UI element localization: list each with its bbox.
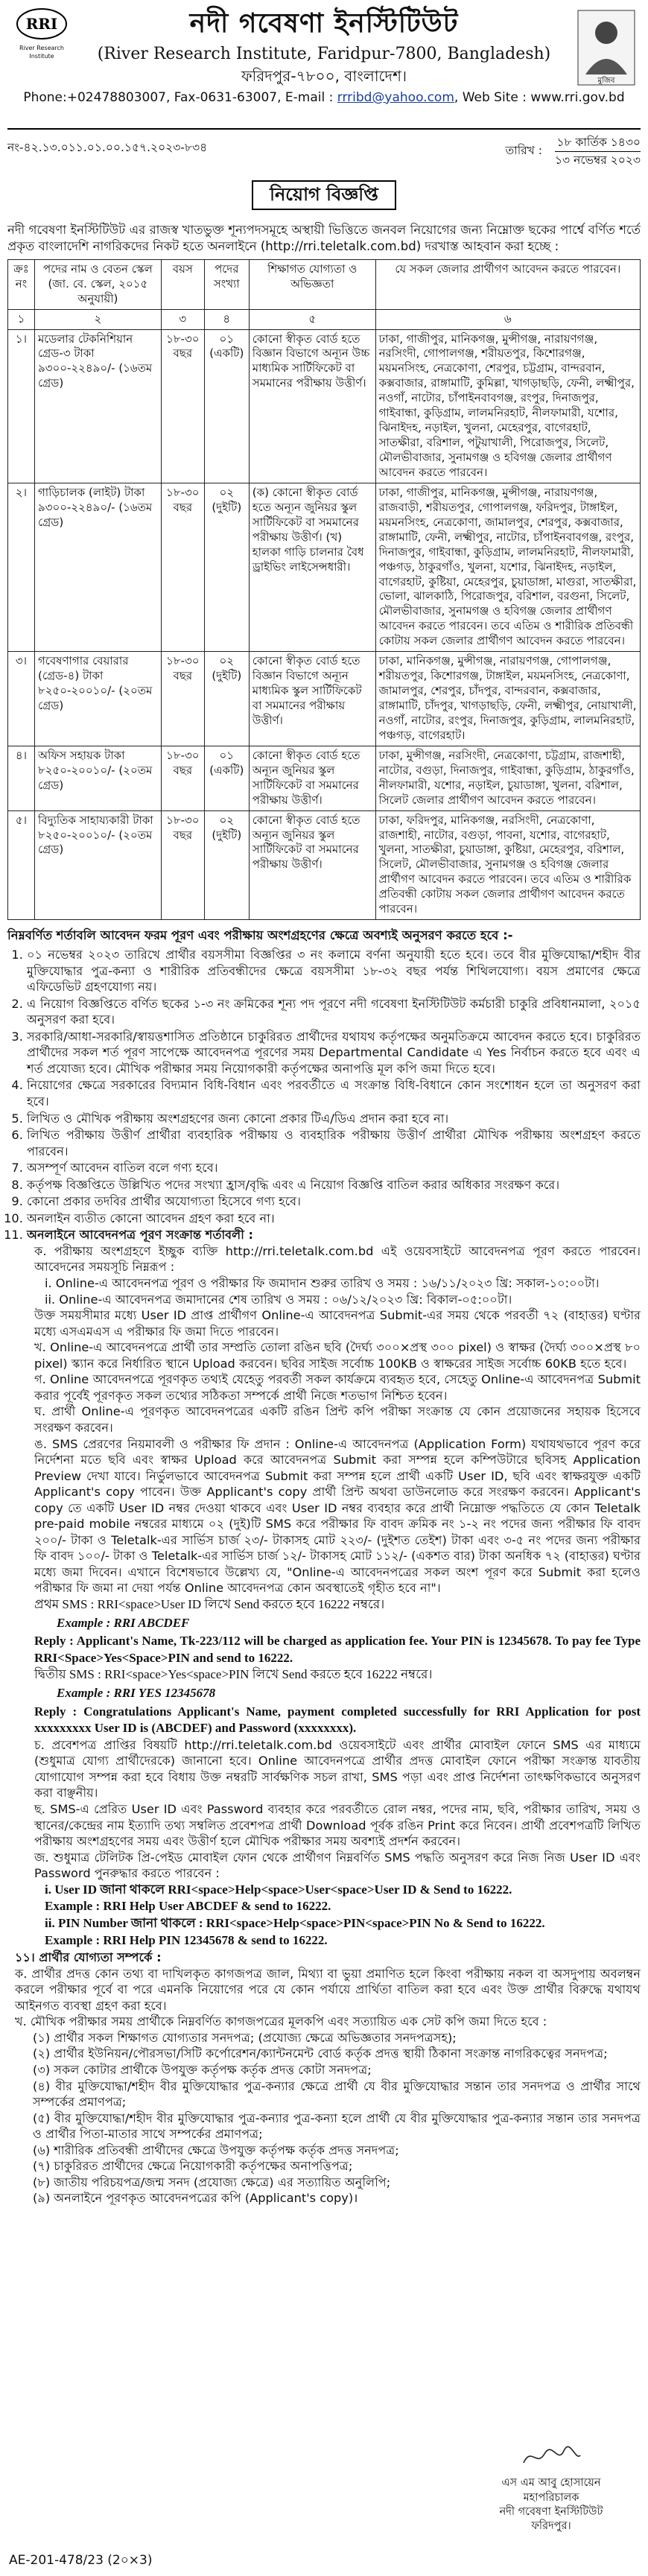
svg-text:মুজিব: মুজিব [597, 77, 615, 85]
online-heading: 11. অনলাইনে আবেদনপত্র পূরণ সংক্রান্ত শর্তাবলী : [27, 1228, 253, 1243]
table-number-row: ১ ২ ৩ ৪ ৫ ৬ [8, 309, 641, 329]
email-link[interactable]: rrribd@yahoo.com [337, 89, 454, 105]
table-row: ২। গাড়িচালক (লাইট) টাকা ৯৩০০-২২৪৯০/- (১৬তম গ্রেড) ১৮-৩০ বছর ০২ (দুইটি) (ক) কোনো স্বীকৃত বোর্ড হতে অন্যূন জুনিয়র স্কুল সার্টিফিকেট বা সমমানের পরীক্ষায় উত্তীর্ণ। (খ) হালকা গাড়ি চালনার বৈধ ড্রাইভিং লাইসেন্সধারী। ঢাকা, গাজীপুর, মানিকগঞ্জ, মুন্সীগঞ্জ, নারায়ণগঞ্জ, রাজবাড়ী, শরীয়তপুর, গোপালগঞ্জ, ফরিদপুর, টাঙ্গাইল, ময়মনসিংহ, নেত্রকোণা, জামালপুর, শেরপুর, কক্সবাজার, রাঙ্গামাটি, ফেনী, লক্ষ্মীপুর, নাটোর, চাঁপাইনবাবগঞ্জ, রংপুর, দিনাজপুর, গাইবান্ধা, কুড়িগ্রাম, লালমনিরহাট, নীলফামারী, পঞ্চগড়, ঠাকুরগাঁও, খুলনা, যশোর, ঝিনাইদহ, নড়াইল, বাগেরহাট, কুষ্টিয়া, মেহেরপুর, চুয়াডাঙ্গা, মাগুরা, সাতক্ষীরা, ভোলা, ঝালকাঠি, পিরোজপুর, বরিশাল, বরগুনা, সিলেট, মৌলভীবাজার, সুনামগঞ্জ ও হবিগঞ্জ জেলার প্রার্থীগণ আবেদন করতে পারবেন। তবে এতিম ও শারীরিক প্রতিবন্ধী কোটায় সকল জেলার প্রার্থীগণ আবেদন করতে পারবেন। [8, 483, 641, 651]
col-header-districts: যে সকল জেলার প্রার্থীগণ আবেদন করতে পারবেন। [375, 259, 640, 309]
condition-item: 5. লিখিত ও মৌখিক পরীক্ষায় অংশগ্রহণের জন্য কোনো প্রকার টিএ/ডিএ প্রদান করা হবে না। [27, 1111, 641, 1127]
recover-example: Example : RRI Help PIN 12345678 & send to 16222. [45, 1932, 328, 1947]
website[interactable]: www.rri.gov.bd [530, 89, 625, 105]
document-item: (৪) বীর মুক্তিযোদ্ধা/শহীদ বীর মুক্তিযোদ্ধার পুত্র-কন্যার ক্ষেত্রে প্রার্থী যে বীর মুক্তিযোদ্ধার সন্তান তার সনদপত্র ও প্রার্থীর সাথে সম্পর্কের প্রমাণপত্র; [33, 2078, 641, 2110]
col-header-post: পদের নাম ও বেতন স্কেল (জা. বে. স্কেল, ২০১৫ অনুযায়ী) [34, 259, 161, 309]
ad-code: AE-201-478/23 (2০×3) [9, 2553, 153, 2568]
date-label: তারিখ : [505, 144, 542, 157]
org-name-bn: নদী গবেষণা ইনস্টিটিউট [189, 7, 459, 39]
document-item: (৮) জাতীয় পরিচয়পত্র/জন্ম সনদ (প্রযোজ্য ক্ষেত্রে) এর সত্যায়িত অনুলিপি; [33, 2174, 391, 2189]
condition-item: 9. কোনো প্রকার তদবির প্রার্থীর অযোগ্যতা হিসেবে গণ্য হবে। [27, 1193, 641, 1210]
document-item: (৩) সকল কোটার প্রার্থীকে উপযুক্ত কর্তৃপক্ষ কর্তৃক প্রদত্ত কোটা সনদপত্র; [33, 2063, 372, 2078]
online-g: গ. Online আবেদনপত্রে পূরণকৃত তথ্যই যেহেতু পরবর্তী সকল কার্যক্রমে ব্যবহৃত হবে, সেহেতু Online-এ আবেদনপত্র Submit করার পূর্বেই পূরণকৃত সকল তথ্যের সঠিকতা সম্পর্কে প্রার্থী নিজে শতভাগ নিশ্চিত হবেন। [34, 1372, 641, 1403]
reference-line [7, 130, 641, 182]
sms-example-2: Example : RRI YES 12345678 [57, 1686, 216, 1701]
sms-reply-1: Reply : Applicant's Name, Tk-223/112 will be charged as application fee. Your PIN is 12345678. To pay fee Type RRI<Space>Yes<Space>PIN and send to 16222. [34, 1634, 641, 1665]
col-header-edu: শিক্ষাগত যোগ্যতা ও অভিজ্ঞতা [249, 259, 375, 309]
sms-second: দ্বিতীয় SMS : RRI<space>Yes<space>PIN লিখে Send করতে হবে 16222 নম্বরে। [34, 1667, 433, 1682]
recover-user-id: i. User ID জানা থাকলে RRI<space>Help<space>User<space>User ID & Send to 16222. Example : RRI Help User ABCDEF & send to 16222. [45, 1882, 512, 1914]
table-header-row [8, 259, 641, 309]
signatory-org: নদী গবেষণা ইনস্টিটিউট [499, 2505, 603, 2518]
signature-mark-icon [518, 2442, 585, 2472]
online-k: ক. পরীক্ষায় অংশগ্রহণে ইচ্ছুক ব্যক্তি http://rri.teletalk.com.bd এই ওয়েবসাইটে আবেদনপত্র পূরণ করতে পারবেন। আবেদনের সময়সূচি নিম্নরূপ : [34, 1243, 641, 1275]
col-header-count: পদের সংখ্যা [204, 259, 249, 309]
portrait-icon [575, 7, 638, 88]
signatory-name: এস এম আবু হোসায়েন [501, 2477, 601, 2490]
table-row: ৪। অফিস সহায়ক টাকা ৮২৫০-২০০১০/- (২০তম গ্রেড) ১৮-৩০ বছর ০১ (একটি) কোনো স্বীকৃত বোর্ড হতে অন্যূন জুনিয়র স্কুল সার্টিফিকেট বা সমমানের পরীক্ষায় উত্তীর্ণ। ঢাকা, মুন্সীগঞ্জ, নরসিংদী, নেত্রকোণা, চট্টগ্রাম, রাজশাহী, নাটোর, বগুড়া, দিনাজপুর, গাইবান্ধা, কুড়িগ্রাম, ঠাকুরগাঁও, নীলফামারী, যশোর, নড়াইল, চুয়াডাঙ্গা, খুলনা, বরিশাল, সিলেট জেলার প্রার্থীগণ আবেদন করতে পারবেন। [8, 746, 641, 810]
letterhead [7, 6, 641, 124]
notice-title: নিয়োগ বিজ্ঞপ্তি [7, 180, 641, 210]
sms-first: প্রথম SMS : RRI<space>User ID লিখে Send করতে হবে 16222 নম্বরে। [34, 1596, 385, 1611]
online-conditions [27, 1227, 641, 1949]
documents-k: ক. প্রার্থীর প্রদত্ত কোন তথ্য বা দাখিলকৃত কাগজপত্র জাল, মিথ্যা বা ভুয়া প্রমাণিত হলে কিংবা পরীক্ষায় নকল বা অসদুপায় অবলম্বন করলে পরীক্ষার পূর্বে বা পরে এমনকি নিয়োগের পরে যে কোন পর্যায়ে প্রার্থিতা বাতিল করা হবে এবং উক্ত প্রার্থীর বিরুদ্ধে যথাযথ আইনগত ব্যবস্থা গ্রহণ করা হবে। [15, 1966, 641, 2013]
date-block [555, 134, 641, 170]
documents-section [7, 1950, 641, 2207]
signatory-title: মহাপরিচালক [523, 2491, 579, 2504]
sms-example-1: Example : RRI ABCDEF [57, 1615, 190, 1630]
org-city: ফরিদপুর-৭৮০০, বাংলাদেশ। [241, 67, 407, 86]
condition-item: 7. অসম্পূর্ণ আবেদন বাতিল বলে গণ্য হবে। [27, 1160, 641, 1176]
sms-reply-2: Reply : Congratulations Applicant's Name, payment completed successfully for RRI Application for post xxxxxxxxx User ID is (ABCDEF) and Password (xxxxxxxx). [34, 1704, 641, 1736]
document-item: (২) প্রার্থীর ইউনিয়ন/পৌরসভা/সিটি কর্পোরেশন/ক্যান্টনমেন্ট বোর্ড কর্তৃক প্রদত্ত স্থায়ী ঠিকানা সংক্রান্ত নাগরিকত্বের সনদপত্র; [33, 2046, 608, 2061]
document-item: (৬) শারীরিক প্রতিবন্ধী প্রার্থীদের ক্ষেত্রে উপযুক্ত কর্তৃপক্ষ কর্তৃক প্রদত্ত সনদপত্র; [33, 2142, 399, 2157]
condition-item: 1. ০১ নভেম্বর ২০২৩ তারিখে প্রার্থীর বয়সসীমা বিজ্ঞপ্তির ৩ নং কলামে বর্ণনা অনুযায়ী হতে হবে। তবে বীর মুক্তিযোদ্ধা/শহীদ বীর মুক্তিযোদ্ধার পুত্র-কন্যা ও শারীরিক প্রতিবন্ধীদের ক্ষেত্রে বয়সসীমা ১৮-৩২ বছর পর্যন্ত শিথিলযোগ্য। বয়স প্রমাণের ক্ষেত্রে এফিডেভিট গ্রহণযোগ্য নয়। [27, 947, 641, 995]
table-row: ১। মডেলার টেকনিশিয়ান গ্রেড-৩ টাকা ৯৩০০-২২৪৯০/- (১৬তম গ্রেড) ১৮-৩০ বছর ০১ (একটি) কোনো স্বীকৃত বোর্ড হতে বিজ্ঞান বিভাগে অন্যূন উচ্চ মাধ্যমিক সার্টিফিকেট বা সমমানের পরীক্ষায় উত্তীর্ণ। ঢাকা, গাজীপুর, মানিকগঞ্জ, মুন্সীগঞ্জ, নারায়ণগঞ্জ, নরসিংদী, গোপালগঞ্জ, শরীয়তপুর, কিশোরগঞ্জ, ময়মনসিংহ, নেত্রকোণা, শেরপুর, চট্টগ্রাম, বান্দরবান, কক্সবাজার, রাঙ্গামাটি, কুমিল্লা, খাগড়াছড়ি, ফেনী, লক্ষ্মীপুর, নওগাঁ, নাটোর, চাঁপাইনবাবগঞ্জ, রংপুর, দিনাজপুর, গাইবান্ধা, কুড়িগ্রাম, লালমনিরহাট, নীলফামারী, যশোর, ঝিনাইদহ, নড়াইল, খুলনা, মেহেরপুর, বাগেরহাট, সাতক্ষীরা, বরিশাল, পটুয়াখালী, পিরোজপুর, সিলেট, মৌলভীবাজার, সুনামগঞ্জ ও হবিগঞ্জ জেলার প্রার্থীগণ আবেদন করতে পারবেন। [8, 329, 641, 483]
date-bangla: ১৮ কার্তিক ১৪৩০ [555, 134, 641, 152]
condition-item: 2. এ নিয়োগ বিজ্ঞপ্তিতে বর্ণিত ছকের ১-৩ নং ক্রমিকের শূন্য পদ পূরণে নদী গবেষণা ইনস্টিটিউট কর্মচারী চাকুরি প্রবিধানমালা, ২০১৫ অনুসরণ করা হবে। [27, 996, 641, 1028]
documents-list [15, 2030, 641, 2207]
signatory-city: ফরিদপুর। [531, 2520, 571, 2533]
conditions-heading: নিম্নবর্ণিত শর্তাবলি আবেদন ফরম পূরণ এবং পরীক্ষায় অংশগ্রহণের ক্ষেত্রে অবশ্যই অনুসরণ করতে হবে :- [7, 928, 513, 943]
web-label: , Web Site : [454, 89, 531, 105]
document-item: (১) প্রার্থীর সকল শিক্ষাগত যোগ্যতার সনদপত্র; (প্রযোজ্য ক্ষেত্রে অভিজ্ঞতার সনদপত্রসহ); [33, 2030, 457, 2045]
condition-item: 6. লিখিত পরীক্ষায় উত্তীর্ণ প্রার্থীরা ব্যবহারিক পরীক্ষায় ও ব্যবহারিক পরীক্ষায় উত্তীর্ণ প্রার্থীরা মৌখিক পরীক্ষায় অংশগ্রহণ করতে পারবেন। [27, 1127, 641, 1159]
posts-table [7, 259, 641, 920]
condition-item: 10. অনলাইন ব্যতীত কোনো আবেদন গ্রহণ করা হবে না। [27, 1211, 641, 1227]
condition-item: 8. কর্তৃপক্ষ বিজ্ঞপ্তিতে উল্লিখিত পদের সংখ্যা হ্রাস/বৃদ্ধি এবং এ নিয়োগ বিজ্ঞপ্তি বাতিল করার অধিকার সংরক্ষণ করে। [27, 1177, 641, 1193]
table-row: ৫। বিদ্যুতিক সাহায্যকারী টাকা ৮২৫০-২০০১০/- (২০তম গ্রেড) ১৮-৩০ বছর ০২ (দুইটি) কোনো স্বীকৃত বোর্ড হতে অন্যূন জুনিয়র স্কুল সার্টিফিকেট বা সমমানের পরীক্ষায় উত্তীর্ণ। ঢাকা, ফরিদপুর, মানিকগঞ্জ, নরসিংদী, নেত্রকোণা, রাজশাহী, নাটোর, বগুড়া, পাবনা, যশোর, বাগেরহাট, খুলনা, সাতক্ষীরা, চুয়াডাঙ্গা, কুষ্টিয়া, মেহেরপুর, বরিশাল, সিলেট, মৌলভীবাজার, সুনামগঞ্জ ও হবিগঞ্জ জেলার প্রার্থীগণ আবেদন করতে পারবেন। তবে এতিম ও শারীরিক প্রতিবন্ধী কোটায় সকল জেলার প্রার্থীগণ আবেদন করতে পারবেন। [8, 810, 641, 920]
intro-paragraph: নদী গবেষণা ইনস্টিটিউট এর রাজস্ব খাতভুক্ত শূন্যপদসমূহে অস্থায়ী ভিত্তিতে জনবল নিয়োগের জন্য নিম্নোক্ত ছকের পার্শ্বে বর্ণিত শর্তে প্রকৃত বাংলাদেশি নাগরিকদের নিকট হতে অনলাইনে (http://rri.teletalk.com.bd) দরখাস্ত আহবান করা হচ্ছে : [7, 222, 641, 253]
online-j: জ. শুধুমাত্র টেলিটক প্রি-পেইড মোবাইল ফোন থেকে প্রার্থীগণ নিম্নবর্ণিত SMS পদ্ধতি অনুসরণ করে নিজ নিজ User ID এবং Password পুনরুদ্ধার করতে পারবেন : [34, 1850, 641, 1881]
online-note: উক্ত সময়সীমার মধ্যে User ID প্রাপ্ত প্রার্থীগণ Online-এ আবেদনপত্র Submit-এর সময় থেকে পরবর্তী ৭২ (বাহাত্তর) ঘণ্টার মধ্যে এসএমএস এ পরীক্ষার ফি জমা দিতে পারবেন। [34, 1308, 641, 1339]
org-name-en: (River Research Institute, Faridpur-7800, Bangladesh) [97, 44, 551, 63]
condition-item: 4. নিয়োগের ক্ষেত্রে সরকারের বিদ্যমান বিধি-বিধান এবং পরবর্তীতে এ সংক্রান্ত বিধি-বিধানে কোন সংশোধন হলে তা অনুসরণ করা হবে। [27, 1077, 641, 1109]
online-end: ii. Online-এ আবেদনপত্র জমাদানের শেষ তারিখ ও সময় : ০৬/১২/২০২৩ খ্রি: বিকাল-০৫:০০টা। [45, 1292, 512, 1307]
signature-block [469, 2442, 633, 2534]
online-ng: ঙ. SMS প্রেরণের নিয়মাবলী ও পরীক্ষার ফি প্রদান : Online-এ আবেদনপত্র (Application Form) যথাযথভাবে পূরণ করে নির্দেশনা মতে ছবি এবং স্বাক্ষর Upload করে আবেদনপত্র Submit করা সম্পন্ন হলে কম্পিউটারে ছবিসহ Application Preview দেখা যাবে। নির্ভুলভাবে আবেদনপত্র Submit করা সম্পন্ন হলে প্রার্থী একটি User ID, ছবি এবং স্বাক্ষরযুক্ত একটি Applicant's copy পাবেন। উক্ত Applicant's copy প্রার্থী প্রিন্ট অথবা ডাউনলোড করে সংরক্ষণ করবেন। Applicant's copy তে একটি User ID নম্বর দেওয়া থাকবে এবং User ID নম্বর ব্যবহার করে প্রার্থী নিম্নোক্ত পদ্ধতিতে যে কোন Teletalk pre-paid mobile নম্বরের মাধ্যমে ০২ (দুই)টি SMS করে পরীক্ষার ফি বাবদ ক্রমিক নং ১-২ নং পদের জন্য পরীক্ষার ফি বাবদ ২০০/- টাকা ও Teletalk-এর সার্ভিস চার্জ ২৩/- টাকাসহ মোট ২২৩/- (দুইশত তেইশ) টাকা এবং ৩-৫ নং পদের জন্য পরীক্ষার ফি বাবদ ১০০/- টাকা ও Teletalk-এর সার্ভিস চার্জ ১২/- টাকাসহ মোট ১১২/- (একশত বার) টাকা অনধিক ৭২ (বাহাত্তর) ঘণ্টার মধ্যে জমা দিবেন। এখানে বিশেষভাবে উল্লেখ্য যে, "Online-এ আবেদনপত্রের সকল অংশ পূরণ করে Submit করা হলেও পরীক্ষার ফি জমা না দেয়া পর্যন্ত Online আবেদনপত্র কোন অবস্থাতেই গৃহীত হবে না"। [34, 1436, 641, 1596]
recover-pin: ii. PIN Number জানা থাকলে : RRI<space>Help<space>PIN<space>PIN No & Send to 16222. [45, 1915, 545, 1930]
rri-logo-icon [16, 7, 68, 40]
documents-kh: খ. মৌখিক পরীক্ষার সময় প্রার্থীকে নিম্নবর্ণিত কাগজপত্রের মূলকপি এবং সত্যায়িত এক সেট কপি জমা দিতে হবে : [15, 2014, 547, 2029]
portrait-badge [575, 7, 638, 88]
online-kh: খ. Online-এ আবেদনপত্রে প্রার্থী তার সম্প্রতি তোলা রঙিন ছবি (দৈর্ঘ্য ৩০০×প্রস্থ ৩০০ pixel) ও স্বাক্ষর (দৈর্ঘ্য ৩০০×প্রস্থ ৮০ pixel) স্ক্যান করে নির্ধারিত স্থানে Upload করবেন। ছবির সাইজ সর্বোচ্চ 100KB ও স্বাক্ষরের সাইজ সর্বোচ্চ 60KB হতে হবে। [34, 1340, 641, 1371]
col-header-sl: ক্রঃ নং [8, 259, 35, 309]
date-english: ১৩ নভেম্বর ২০২৩ [555, 153, 641, 168]
online-start: i. Online-এ আবেদনপত্র পূরণ ও পরীক্ষার ফি জমাদান শুরুর তারিখ ও সময় : ১৬/১১/২০২৩ খ্রি: সকাল-১০:০০টা। [45, 1276, 600, 1291]
condition-item: 3. সরকারি/আধা-সরকারি/স্বায়ত্তশাসিত প্রতিষ্ঠানে চাকুরিরত প্রার্থীদের যথাযথ কর্তৃপক্ষের অনুমতিক্রমে আবেদন করতে হবে। চাকুরিরত প্রার্থীদের সকল শর্ত পূরণ সাপেক্ষে আবেদনপত্র পূরণের সময় Departmental Candidate এ Yes নির্বাচন করতে হবে এবং এ শর্ত প্রযোজ্য হবে। মৌখিক পরীক্ষার সময় নিয়োগকারী কর্তৃপক্ষের অনাপত্তি মূল কপি জমা দিতে হবে। [27, 1029, 641, 1077]
logo-caption: River Research Institute [19, 44, 64, 60]
document-item: (৫) বীর মুক্তিযোদ্ধা/শহীদ বীর মুক্তিযোদ্ধার পুত্র-কন্যার পুত্র-কন্যা হলে প্রার্থী যে বীর মুক্তিযোদ্ধার পুত্র-কন্যার সন্তান তার সনদপত্র ও প্রার্থীর পিতা-মাতার সাথে সম্পর্কের প্রমাণপত্র; [33, 2110, 641, 2142]
col-header-age: বয়স [161, 259, 204, 309]
conditions-list [7, 947, 641, 1949]
contact-line [7, 89, 641, 107]
table-row: ৩। গবেষণাগার বেয়ারার (গ্রেড-৪) টাকা ৮২৫০-২০০১০/- (২০তম গ্রেড) ১৮-৩০ বছর ০২ (দুইটি) কোনো স্বীকৃত বোর্ড হতে বিজ্ঞান বিভাগে অন্যূন মাধ্যমিক স্কুল সার্টিফিকেট বা সমমানের পরীক্ষায় উত্তীর্ণ। ঢাকা, মানিকগঞ্জ, মুন্সীগঞ্জ, নারায়ণগঞ্জ, গোপালগঞ্জ, শরীয়তপুর, কিশোরগঞ্জ, টাঙ্গাইল, ময়মনসিংহ, নেত্রকোণা, জামালপুর, শেরপুর, চাঁদপুর, বান্দরবান, কক্সবাজার, রাঙ্গামাটি, চাঁদপুর, খাগড়াছড়ি, ফেনী, লক্ষ্মীপুর, নোয়াখালী, নওগাঁ, নাটোর, রংপুর, দিনাজপুর, কুড়িগ্রাম, লালমনিরহাট, পঞ্চগড়, বাগেরহাট। [8, 652, 641, 746]
email-label: E-mail : [285, 89, 334, 105]
svg-text:RRI: RRI [25, 15, 58, 33]
phone-fax: Phone:+02478803007, Fax-0631-63007, [23, 89, 282, 105]
online-ch: চ. প্রবেশপত্র প্রাপ্তির বিষয়টি http://rri.teletalk.com.bd ওয়েবসাইটে এবং প্রার্থীর মোবাইল ফোনে SMS এর মাধ্যমে (শুধুমাত্র যোগ্য প্রার্থীদেরকে) জানানো হবে। Online আবেদনপত্রে প্রার্থীর প্রদত্ত মোবাইল ফোনে পরীক্ষা সংক্রান্ত যাবতীয় যোগাযোগ সম্পন্ন করা হবে বিধায় উক্ত নম্বরটি সার্বক্ষণিক সচল রাখা, SMS পড়া এবং প্রাপ্ত নির্দেশনা তাৎক্ষণিকভাবে অনুসরণ করা বাঞ্ছনীয়। [34, 1737, 641, 1801]
rri-logo [9, 7, 74, 60]
online-chh: ছ. SMS-এ প্রেরিত User ID এবং Password ব্যবহার করে পরবর্তীতে রোল নম্বর, পদের নাম, ছবি, পরীক্ষার তারিখ, সময় ও স্থানের/কেন্দ্রের নাম ইত্যাদি তথ্য সম্বলিত প্রবেশপত্র প্রার্থী Download পূর্বক রঙিন Print করে নিবেন। প্রার্থী প্রবেশপত্রটি লিখিত পরীক্ষায় অংশগ্রহণের সময় এবং উত্তীর্ণ হলে মৌখিক পরীক্ষার সময় অবশ্যই প্রদর্শন করবেন। [34, 1802, 641, 1849]
documents-heading: ১১। প্রার্থীর যোগ্যতা সম্পর্কে : [15, 1950, 162, 1965]
online-gh: ঘ. প্রার্থী Online-এ পূরণকৃত আবেদনপত্রের একটি রঙিন প্রিন্ট কপি পরীক্ষা সংক্রান্ত যে কোন প্রয়োজনের সহায়ক হিসেবে সংরক্ষণ করবেন। [34, 1404, 641, 1435]
memo-number: নং-৪২.১৩.০১১.০১.০০.১৫৭.২০২৩-৮৩৪ [7, 141, 208, 154]
document-item: (৭) চাকুরিরত প্রার্থীদের ক্ষেত্রে নিয়োগকারী কর্তৃপক্ষের অনাপত্তিপত্র; [33, 2159, 353, 2174]
document-item: (৯) অনলাইনে পূরণকৃত আবেদনপত্রের কপি (Applicant's copy)। [33, 2191, 358, 2206]
